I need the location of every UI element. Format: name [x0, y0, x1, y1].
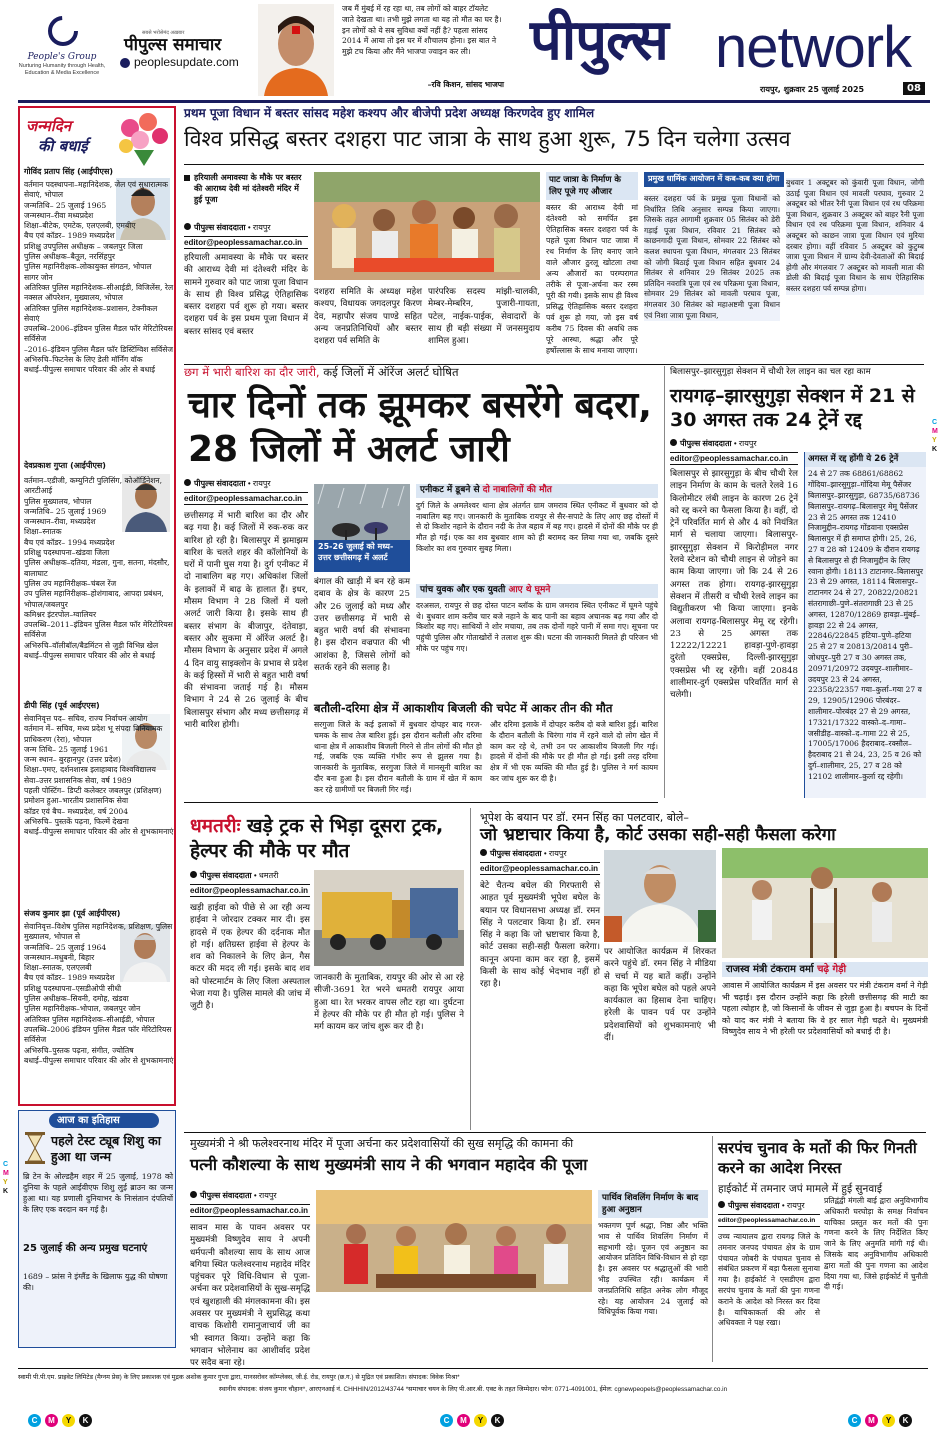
title-english: network	[715, 15, 912, 80]
rain-kicker-black: कई जिलों में ऑरेंज अलर्ट घोषित	[319, 365, 459, 379]
birthday-person-4-details: सेवानिवृत्त–विशेष पुलिस महानिदेशक, प्रशिक्षण, पुलिस मुख्यालय, भोपाल से जन्मतिथि– 25 जुलाई 1964 जन्मस्थान–मधुबनी, बिहार शिक्षा–स्नातक, एलएलबी बैच एवं कॉडर– 1989 मध्यप्रदेश प्रशिक्षु पदस्थापना–एसडीओपी सीधी पुलिस अधीक्षक–सिवनी, दमोह, खंडवा पुलिस महानिरीक्षक–भोपाल, जबलपुर जोन अतिरिक्त पुलिस महानिदेशक–सीआईडी, भोपाल उपलब्धि–2006 इंडियन पुलिस मैडल फॉर मेरिटोरियस सर्विसेज अभिरुचि–पुस्तक पढ़ना, संगीत, ज्योतिष बधाई–पीपुल्स समाचार परिवार की ओर से शुभकामनाएं	[24, 922, 174, 1065]
byline-city: धमतरी	[258, 871, 279, 880]
pen-icon	[184, 223, 191, 230]
cm-byline: पीपुल्स संवाददाता • रायपुर	[190, 1190, 310, 1201]
peoples-group-logo	[46, 14, 80, 48]
dateline: रायपुर, शुक्रवार 25 जुलाई 2025	[760, 85, 865, 94]
footer-line2: स्थानीय संपादक: संजय कुमार चौहान*, आरएनआई नं. CHHHIN/2012/43744 *समाचार चयन के लिए पी.आर.बी. एक्ट के तहत जिम्मेदार। फोन: 0771-4091001, ईमेल: cgnewpeopels@peoplessamachar.co.in	[218, 1386, 728, 1393]
rain-bottom-rule	[184, 802, 658, 803]
pen-icon	[190, 1191, 197, 1198]
byline-name: पीपुल्स संवाददाता	[490, 849, 542, 858]
cmyk-side-c: C	[3, 1161, 9, 1168]
dussehra-dates-col2: बुधवार 1 अक्टूबर को कुंवारी पूजा विधान, जोगी उठाई पूजा विधान एवं मावली परघाव, गुरुवार 2 अक्टूबर को भीतर रैनी पूजा विधान एवं रथ परिक्रमा पूजा विधान, शुक्रवार 3 अक्टूबर को बाहर रैनी पूजा विधान एवं रथ परिक्रमा पूजा विधान, शनिवार 4 अक्टूबर को काछन जात्रा पूजा विधान एवं मुरिया दरबार होगा। वहीं रविवार 5 अक्टूबर को कुटुम्ब जात्रा पूजा विधान में ग्राम्य देवी-देवताओं की बिदाई होगी और मंगलवार 7 अक्टूबर को मावली माता की डोली की बिदाई पूजा विधान के साथ ऐतिहासिक बस्तर दशहरा पर्व सम्पन्न होगा।	[786, 178, 924, 293]
cmyk-side-y: Y	[3, 1179, 8, 1186]
rain-kicker-red: छग में भारी बारिश का दौर जारी,	[184, 365, 320, 379]
raman-singh-photo	[604, 850, 716, 942]
hourglass-icon	[23, 1131, 47, 1165]
masthead	[0, 0, 945, 103]
train-box-title: अगस्त में रद्द होंगी ये 26 ट्रेनें	[805, 452, 926, 467]
dussehra-dates-title: प्रमुख धार्मिक आयोजन में कब-कब क्या होगा	[644, 172, 784, 187]
paper-small-name: पीपुल्स समाचार	[124, 35, 222, 55]
dussehra-caption-col2: पारंपरिक सदस्य मांझी-चालकी, मेम्बर-मेम्बरिन, पुजारी-गायता, पटेल, नाईक-पाईक, सेवादारों के साथ ही बड़ी संख्या में जनसमुदाय शामिल हुआ।	[428, 287, 540, 347]
birthday-heading	[24, 110, 172, 168]
cmyk-dot-c: C	[28, 1414, 41, 1427]
pen-icon	[480, 849, 487, 856]
rain-sub2-title-a: पांच युवक और एक युवती	[420, 585, 509, 595]
col-divider-train	[664, 366, 665, 798]
cm-side-title: पार्थिव शिवलिंग निर्माण के बाद हुआ अनुष्ठान	[598, 1190, 708, 1218]
masthead-rule	[18, 100, 930, 103]
dhamtari-truck-photo	[314, 870, 464, 966]
itihas-box	[18, 1110, 176, 1348]
cmyk-dot-y: Y	[62, 1414, 75, 1427]
quote-author-photo	[258, 4, 334, 96]
rain-kicker	[184, 366, 664, 379]
birthday-column	[18, 106, 176, 1106]
cm-body: सावन मास के पावन अवसर पर मुख्यमंत्री विष्णुदेव साय ने अपनी धर्मपत्नी कौशल्या साय के साथ आज बगिया स्थित फलेश्वरनाथ महादेव मंदिर पहुंचकर पूरे विधि-विधान से पूजा-अर्चना कर प्रदेशवासियों के सुख-समृद्धि एवं खुशहाली की मंगलकामना की। इस अवसर पर मुख्यमंत्री ने सुप्रसिद्ध कथा वाचक किशोरी रामानुजाचार्य जी का भी स्वागत किया। उन्होंने कहा कि भगवान भोलेनाथ का आशीर्वाद प्रदेश पर सदैव बना रहे।	[190, 1223, 310, 1369]
dussehra-side-title: पाट जात्रा के निर्माण के लिए पूजे गए औजार	[546, 172, 638, 200]
rain-sub1-body: दुर्ग जिले के अमलेश्वर थाना क्षेत्र अंतर्गत ग्राम जमराव स्थित एनीकट में बुधवार को दो नाबालिग बह गए। जानकारी के मुताबिक रायपुर से सैर-सपाटे के लिए आए छह दोस्तों में से दो किशोर नहाने के दौरान नदी के तेज बहाव में बह गए। हादसे में दोनों की मौके पर ही मौत हो गई। एक का शव बुधवार शाम को ही बरामद कर लिया गया था, जबकि दूसरे किशोर का शव गुरुवार सुबह मिला।	[416, 500, 658, 554]
mid-bottom-rule	[184, 1132, 926, 1133]
birthday-heading-line1: जन्मदिन	[26, 117, 72, 135]
dussehra-headline: विश्व प्रसिद्ध बस्तर दशहरा पाट जात्रा के साथ हुआ शुरू, 75 दिन चलेगा उत्सव	[184, 127, 791, 152]
cm-puja-photo	[316, 1190, 592, 1292]
bullet-icon	[184, 175, 190, 181]
tankram-caption-a: राजस्व मंत्री टंकराम वर्मा	[726, 964, 818, 975]
website[interactable]: peoplesupdate.com	[134, 55, 239, 69]
sarpanch-headline: सरपंच चुनाव के मतों की फिर गिनती करने का आदेश निरस्त	[718, 1139, 917, 1177]
cm-body2	[316, 1296, 592, 1362]
cmyk-side-y: Y	[932, 437, 937, 444]
rain-sub1-title-b: दो नाबालिगों की मौत	[482, 485, 552, 495]
dussehra-kicker: प्रथम पूजा विधान में बस्तर सांसद महेश कश्यप और बीजेपी प्रदेश अध्यक्ष किरणदेव हुए शामिल	[184, 106, 595, 120]
cmyk-marks-left-side	[3, 1160, 13, 1196]
pen-icon	[670, 439, 677, 446]
tankram-photo	[722, 848, 928, 958]
rain-sub3-body: सरगुजा जिले के कई इलाकों में बुधवार दोपहर बाद गरज-चमक के साथ तेज बारिश हुई। इस दौरान बतौली और दरिमा थाना क्षेत्र में आकाशीय बिजली गिरने से तीन लोगों की मौत हो गई, जबकि एक व्यक्ति गंभीर रूप से झुलस गया है। जानकारी के मुताबिक, सरगुजा जिले में मानसूनी बारिश का दौर बना हुआ है। इस दौरान बतौली के ग्राम में खेत में काम कर रहे ग्रामीणों पर बिजली गिर गई।	[314, 720, 482, 794]
cmyk-dot-m: M	[865, 1414, 878, 1427]
globe-icon	[120, 58, 130, 68]
cmyk-dot-k: K	[491, 1414, 504, 1427]
tankram-caption	[722, 962, 928, 977]
byline-city: रायपुर	[738, 439, 757, 448]
rain-email[interactable]: editor@peoplessamachar.co.in	[184, 492, 308, 505]
footer-line1: स्वामी पी.पी.एम. प्राइवेट लिमिटेड (मैग्नम प्रेस) के लिए प्रकाशक एवं मुद्रक अशोक कुमार गुप्ता द्वारा, मानसरोवर कॉम्प्लेक्स, जी.ई. रोड, रायपुर (छ.ग.) से मुद्रित एवं प्रकाशित। संपादक: विवेक मिश्रा*	[18, 1374, 460, 1381]
flower-bouquet-icon	[114, 110, 172, 168]
cmyk-side-k: K	[3, 1188, 9, 1195]
birthday-person-1-details: वर्तमान पदस्थापना–महानिदेशक, जेल एवं सुधारात्मक सेवाएं, भोपाल जन्मतिथि– 25 जुलाई 1965 जन्मस्थान–रीवा मध्यप्रदेश शिक्षा–बीटेक, एमटेक, एलएलबी, एमबीए बैच एवं कॉडर– 1989 मध्यप्रदेश प्रशिक्षु उपपुलिस अधीक्षक – जबलपुर जिला पुलिस अधीक्षक–बैतूल, नरसिंहपुर पुलिस महानिरीक्षक–लोकायुक्त संगठन, भोपाल सागर जोन अतिरिक्त पुलिस महानिदेशक–सीआईडी, विजिलेंस, रेल नक्सल ऑपरेशन, मुख्यालय, भोपाल अतिरिक्त पुलिस महानिदेशक–प्रशासन, टेक्नीकल सेवाएं उपलब्धि–2006–इंडियन पुलिस मैडल फॉर मेरिटोरियस सर्विसेज –2016–इंडियन पुलिस मैडल फॉर डिस्टिंग्विश सर्विसेज अभिरुचि–फिटनेस के लिए डेली मॉर्निंग वॉक बधाई–पीपुल्स समाचार परिवार की ओर से बधाई	[24, 180, 174, 375]
rain-sub3-body2: और दरिमा इलाके में दोपहर करीब दो बजे बारिश हुई। बारिश के दौरान बतौली के चिरंगा गांव में रहने वाले दो लोग खेत में काम कर रहे थे, तभी उन पर आकाशीय बिजली गिर गई। हादसे में दोनों की मौके पर ही मौत हो गई। इसी तरह दरिमा क्षेत्र में भी एक व्यक्ति की मौत हुई है। पुलिस ने मर्ग कायम कर जांच शुरू कर दी है।	[490, 720, 658, 783]
byline-city: रायपुर	[258, 1191, 277, 1200]
itihas-event: 1689 – फ्रांस ने इंग्लैंड के खिलाफ युद्ध की घोषणा की।	[23, 1272, 168, 1292]
quote-author: –रवि किशन, सांसद भाजपा	[427, 80, 504, 89]
dhamtari-headline-text: खड़े ट्रक से भिड़ा दूसरा ट्रक, हेल्पर की मौके पर मौत	[190, 815, 444, 862]
train-headline: रायगढ़–झारसुगुड़ा सेक्शन में 21 से 30 अगस्त तक 24 ट्रेनें रद्द	[670, 385, 915, 431]
itihas-subhead: 25 जुलाई की अन्य प्रमुख घटनाएं	[23, 1243, 148, 1254]
page-number: 08	[903, 82, 925, 95]
pen-icon	[184, 479, 191, 486]
rain-sub1	[416, 484, 658, 584]
train-byline: पीपुल्स संवाददाता • रायपुर	[670, 438, 798, 449]
group-logo-caption: People's Group	[27, 52, 97, 62]
pen-icon	[190, 871, 197, 878]
col-divider-sarpanch	[712, 1136, 713, 1362]
birthday-person-3-name: डीपी सिंह (पूर्व आईएएस)	[24, 701, 100, 710]
rain-sub2-title-b: आए थे घूमने	[508, 585, 551, 595]
birthday-person-2-name: देवप्रकाश गुप्ता (आईपीएस)	[24, 461, 106, 470]
dussehra-email[interactable]: editor@peoplessamachar.co.in	[184, 236, 308, 249]
title-hindi: पीपुल्स	[530, 8, 668, 73]
dussehra-photo-puja	[314, 172, 540, 280]
cmyk-side-k: K	[932, 446, 938, 453]
dussehra-byline: पीपुल्स संवाददाता • रायपुर	[184, 222, 308, 233]
itihas-body: ब्रि टेन के ओल्डहैम शहर में 25 जुलाई, 1978 को दुनिया के पहले आईवीएफ शिशु लुई ब्राउन का जन्म हुआ था। यह प्रणाली दुनियाभर के निःसंतान दंपतियों के लिए एक वरदान बन गई है।	[23, 1172, 173, 1214]
train-email[interactable]: editor@peoplessamachar.co.in	[670, 452, 798, 465]
cm-side-box	[598, 1190, 708, 1362]
cmyk-marks-bottom-left	[28, 1414, 92, 1427]
cmyk-marks-right-side	[932, 418, 942, 454]
byline-city: रायपुर	[548, 849, 567, 858]
rain-sub2-title	[416, 584, 658, 598]
byline-city: रायपुर	[252, 479, 271, 488]
train-kicker: बिलासपुर–झारसुगुड़ा सेक्शन में चौथी रेल लाइन का चल रहा काम	[670, 367, 871, 377]
bhupesh-body: बेटे चैतन्य बघेल की गिरफ्तारी से आहत पूर्व मुख्यमंत्री भूपेश बघेल के बयान पर विधानसभा अध्यक्ष डॉ. रमन सिंह ने पलटवार किया है। डॉ. रमन सिंह ने कहा कि जो भ्रष्टाचार किया है, कोर्ट उसका सही-सही फैसला करेगा। कानून अपना काम कर रहा है, इसमें किसी के साथ कोई भेदभाव नहीं हो रहा है।	[480, 881, 600, 990]
group-tagline: Nurturing Humanity through Health, Education & Media Excellence	[18, 63, 106, 76]
cmyk-side-m: M	[932, 428, 938, 435]
footer-rule	[18, 1368, 928, 1369]
cm-kicker: मुख्यमंत्री ने श्री फलेश्वरनाथ मंदिर में पूजा अर्चना कर प्रदेशवासियों की सुख समृद्धि की कामना की	[190, 1137, 574, 1150]
paper-small-tag: सबसे भरोसेमंद अख़बार	[142, 30, 185, 36]
dussehra-highlight	[184, 172, 308, 216]
sarpanch-body2: प्रतिद्वंद्वी मंगली बाई द्वारा अनुविभागीय अधिकारी घरघोड़ा के समक्ष निर्वाचन याचिका प्रस्तुत कर मतों की पुनः गणना करने के लिए निर्देशित किए जाने के लिए अनुमति मांगी गई थी। जिसके बाद अनुविभागीय अधिकारी द्वारा मतों की पुनः गणना का आदेश दिया गया था, जिसे हाईकोर्ट में चुनौती दी गई।	[824, 1196, 928, 1292]
byline-name: पीपुल्स संवाददाता	[728, 1201, 780, 1210]
cm-headline: पत्नी कौशल्या के साथ मुख्यमंत्री साय ने की भगवान महादेव की पूजा	[190, 1155, 588, 1174]
cmyk-dot-m: M	[45, 1414, 58, 1427]
dussehra-dates-box	[644, 172, 924, 362]
dussehra-rule	[184, 164, 924, 165]
cmyk-dot-k: K	[79, 1414, 92, 1427]
cmyk-side-c: C	[932, 419, 938, 426]
dussehra-side-body: बस्तर की आराध्य देवी मां दंतेश्वरी को समर्पित इस ऐतिहासिक बस्तर दशहरा पर्व के पहले पूजा विधान पाट जात्रा में रथ निर्माण के लिए बनाए जाने वाले औजार ठुरलू खोटला तथा अन्य औजारों का परम्परागत तरीके से पूजा-अर्चना कर रस्म पूरी की गयी। इसके साथ ही विश्व प्रसिद्ध ऐतिहासिक बस्तर दशहरा पर्व शुरू हो गया, जो इस वर्ष करीब 75 दिवस की अवधि तक पूरे आस्था, श्रद्धा और पूरे हर्षोल्लास के साथ मनाया जाएगा।	[546, 203, 638, 355]
bhupesh-email[interactable]: editor@peoplessamachar.co.in	[480, 864, 599, 873]
cmyk-dot-y: Y	[474, 1414, 487, 1427]
train-body: बिलासपुर से झारसुगुड़ा के बीच चौथी रेल लाइन निर्माण के काम के चलते रेलवे 16 किलोमीटर लंबी लाइन के कारण 26 ट्रेनें को रद्द करने का फैसला किया है। वहीं, दो ट्रेनें परिवर्तित मार्ग से और 4 को नियंत्रित मार्ग से चलाया जाएगा। बिलासपुर-झारसुगुड़ा सेक्शन में किरोड़ीमल नगर रेलवे स्टेशन को चौथी लाइन से जोड़ने का काम किया जाएगा। जो कि 24 से 26 अगस्त तक होगा। रायगढ़-झारसुगुड़ा सेक्शन में तीसरी व चौथी रेलवे लाइन का विद्युतीकरण भी किया जाएगा। इनके अलावा रायगढ़-बिलासपुर मेमू रद्द रहेगी। 23 से 25 अगस्त तक 12222/12221 हावड़ा-पुणे-हावड़ा दुरंतो एक्सप्रेस, दिल्ली-झारसुगुड़ा एक्सप्रेस भी रद्द रहेंगी। वहीं 20848 शालीमार-दुर्ग एक्सप्रेस परिवर्तित मार्ग से चलेगी।	[670, 469, 798, 701]
byline-city: रायपुर	[786, 1201, 805, 1210]
cm-email[interactable]: editor@peoplessamachar.co.in	[190, 1206, 309, 1215]
dussehra-side-box	[546, 172, 638, 362]
byline-name: पीपुल्स संवाददाता	[680, 439, 732, 448]
byline-name: पीपुल्स संवाददाता	[194, 479, 246, 488]
rain-headline: चार दिनों तक झूमकर बसरेंगे बदरा, 28 जिलों में अलर्ट जारी	[188, 385, 652, 470]
cmyk-dot-y: Y	[882, 1414, 895, 1427]
tankram-body: आवास में आयोजित कार्यक्रम में इस अवसर पर मंत्री टंकराम वर्मा ने गेड़ी भी चढ़ाई। इस दौरान उन्होंने कहा कि हरेली छत्तीसगढ़ की माटी का पहला त्योहार है, जो किसानों के जीवन से जुड़ा हुआ है। बचपन के दिनों को याद कर मंत्री ने बताया कि वे हर साल गेड़ी चढ़ते थे। मुख्यमंत्री विष्णुदेव साय ने भी हरेली पर प्रदेशवासियों को बधाई दी है।	[722, 981, 928, 1037]
rain-sub2	[416, 584, 658, 694]
itihas-label: आज का इतिहास	[49, 1113, 159, 1128]
sarpanch-email[interactable]: editor@peoplessamachar.co.in	[718, 1214, 820, 1227]
bhupesh-kicker: भूपेश के बयान पर डॉ. रमन सिंह का पलटवार, बोले–	[480, 811, 689, 824]
rain-photo-caption: 25-26 जुलाई को मध्य-उत्तर छत्तीसगढ़ में अलर्ट	[314, 540, 410, 572]
cm-side-body: भक्तगण पूर्ण श्रद्धा, निष्ठा और भक्ति भाव से पार्थिव शिवलिंग निर्माण में सहभागी रहे। पूजन एवं अनुष्ठान का आयोजन प्रतिदिन विधि-विधान से हो रहा है। इस अवसर पर श्रद्धालुओं की भारी भीड़ उपस्थित रही। कार्यक्रम में जनप्रतिनिधि सहित अनेक लोग मौजूद रहे। यह आयोजन 24 जुलाई को विधिपूर्वक किया गया।	[598, 1221, 708, 1317]
dhamtari-headline	[190, 814, 470, 864]
birthday-person-4-name: संजय कुमार झा (पूर्व आईपीएस)	[24, 909, 121, 918]
rain-byline: पीपुल्स संवाददाता • रायपुर	[184, 478, 308, 489]
sarpanch-subhead: हाईकोर्ट में तमनार जपं मामले में हुई सुनवाई	[718, 1183, 883, 1195]
dussehra-caption-col1: दशहरा समिति के अध्यक्ष महेश कश्यप, विधायक जगदलपुर किरण देव, महापौर संजय पाण्डे सहित अन्य जनप्रतिनिधियों और बस्तर दशहरा पर्व समिति के	[314, 287, 422, 347]
quote-text: जब मैं मुंबई में रह रहा था, तब लोगों को बाहर टॉयलेट जाते देखता था। तभी मुझे लगता था यह तो मौत का घर है। इन लोगों को ये सब सुविधा क्यों नहीं है? पहला सांसद 2014 में आया तो इस घर में शौचालय होना। इस बात ने मुझे टच किया और मैंने भाजपा ज्वाइन कर ली।	[342, 4, 502, 57]
train-box-body: 24 से 27 तक 68861/68862 गोंदिया–झारसुगुड़ा–गोंदिया मेमू पैसेंजर बिलासपुर–झारसुगुड़ा, 68735/68736 बिलासपुर–रायगढ़–बिलासपुर मेमू पैसेंजर 23 से 25 अगस्त तक 12410 निजामुद्दीन–रायगढ़ गोंडवाना एक्सप्रेस बिलासपुर में ही समाप्त होगी। 25, 26, 27 व 28 को 12409 के दौरान रायगढ़ से बिलासपुर से ही निजामुद्दीन के लिए रवाना होगी। 18113 टाटानगर–बिलासपुर 23 से 29 अगस्त, 18114 बिलासपुर–टाटानगर 24 से 27, 20822/20821 संतरागाछी–पुणे–संतरागाछी 23 से 25 अगस्त, 12870/12869 हावड़ा–मुंबई–हावड़ा 22 से 24 अगस्त, 22846/22845 हटिया–पुणे–हटिया 25 से 27 व 20813/20814 पुरी–जोधपुर–पुरी 27 व 30 अगस्त तक, 20971/20972 उदयपुर–शालीमार–उदयपुर 23 से 24 अगस्त, 22358/22357 गया–कुर्ला–गया 27 व 29, 12905/12906 पोरबंदर–शालीमार–पोरबंदर 27 से 29 अगस्त, 17321/17322 वास्को–द–गामा–जसीडीह–वास्को–द–गामा 22 से 25, 17005/17006 हैदराबाद–रक्सौल–हैदराबाद 21 से 24, 23, 25 व 26 को दुर्ग–शालीमार, 25, 27 व 28 को 12102 शालीमार–कुर्ला रद्द रहेगी।	[808, 469, 923, 781]
birthday-person-1-name: गोविंद प्रताप सिंह (आईपीएस)	[24, 167, 114, 176]
cmyk-side-m: M	[3, 1170, 9, 1177]
cmyk-dot-m: M	[457, 1414, 470, 1427]
itihas-headline: पहले टेस्ट ट्यूब शिशु का हुआ था जन्म	[51, 1133, 161, 1164]
sarpanch-body: उच्च न्यायालय द्वारा रायगढ़ जिले के तमनार जनपद पंचायत क्षेत्र के ग्राम पंचायत जोबरी के पंचायत चुनाव से संबंधित प्रकरण में बड़ा फैसला सुनाया गया है। हाईकोर्ट ने एसडीएम द्वारा सरपंच चुनाव के मतों की पुनः गणना कराने के आदेश को निरस्त कर दिया है। याचिकाकर्ता की ओर से अधिवक्ता ने पक्ष रखा।	[718, 1232, 820, 1328]
byline-name: पीपुल्स संवाददाता	[200, 1191, 252, 1200]
rain-sub1-title	[416, 484, 658, 498]
byline-name: पीपुल्स संवाददाता	[194, 223, 246, 232]
cmyk-marks-bottom-center	[440, 1414, 504, 1427]
byline-city: रायपुर	[252, 223, 271, 232]
bhupesh-headline: जो भ्रष्टाचार किया है, कोर्ट उसका सही-सही फैसला करेगा	[480, 825, 836, 845]
birthday-person-2-details: वर्तमान–एडीजी, कम्युनिटी पुलिसिंग, कोऑर्डिनेशन, आरटीआई पुलिस मुख्यालय, भोपाल जन्मतिथि– 25 जुलाई 1969 जन्मस्थान–रीवा, मध्यप्रदेश शिक्षा–स्नातक बैच एवं कॉडर– 1994 मध्यप्रदेश प्रशिक्षु पदस्थापना–खंडवा जिला पुलिस अधीक्षक–दतिया, मंडला, गुना, सतना, मंदसौर, बालाघाट पुलिस उप महानिरीक्षक–चंबल रेंज उप पुलिस महानिरीक्षक–होशंगाबाद, आपदा प्रबंधन, भोपाल/जबलपुर कमिश्नर इंटरपोल–ग्वालियर उपलब्धि–2011–इंडियन पुलिस मैडल फॉर मेरिटोरियस सर्विसेज अभिरुचि–वॉलीबॉल/बैडमिंटन से जुड़ी विभिन्न खेल बधाई–पीपुल्स समाचार परिवार की ओर से बधाई	[24, 476, 173, 661]
rain-sub1-title-a: एनीकट में डूबने से	[420, 485, 483, 495]
dhamtari-byline: पीपुल्स संवाददाता • धमतरी	[190, 870, 310, 881]
byline-name: पीपुल्स संवाददाता	[200, 871, 252, 880]
rain-body: छत्तीसगढ़ में भारी बारिश का दौर और बढ़ गया है। कई जिलों में रुक-रुक कर बारिश हो रही है। बिलासपुर में झमाझम बारिश के चलते शहर की कॉलोनियों के घरों में पानी घुस गया है। दुर्ग एनीकट में दो नाबालिग बह गए। अधिकांश जिलों के इलाकों में बाढ़ के हालात हैं। इधर, मौसम विभाग ने 28 जिलों में यलो अलर्ट जारी किया है। इसके साथ ही बस्तर संभाग के बीजापुर, दंतेवाड़ा, बस्तर और सुकमा में ऑरेंज अलर्ट है। मौसम विभाग के अनुसार प्रदेश में अगले 4 दिन वायु साइक्लोन के प्रभाव से प्रदेश के कई हिस्सों में भारी से बहुत भारी वर्षा की संभावना जताई गई है। मौसम विभाग ने 24 से 26 जुलाई के बीच बिलासपुर संभाग और मध्य छत्तीसगढ़ में भारी बारिश होगी।	[184, 511, 308, 731]
cmyk-dot-k: K	[899, 1414, 912, 1427]
train-box	[804, 452, 926, 798]
dussehra-highlight-text: हरियाली अमावस्या के मौके पर बस्तर की आराध्य देवी मां दंतेश्वरी मंदिर में हुई पूजा	[194, 173, 302, 204]
cmyk-dot-c: C	[440, 1414, 453, 1427]
dhamtari-email[interactable]: editor@peoplessamachar.co.in	[190, 886, 309, 895]
birthday-heading-line2: की बधाई	[38, 137, 88, 155]
cmyk-dot-c: C	[848, 1414, 861, 1427]
dussehra-body: हरियाली अमावस्या के मौके पर बस्तर की आराध्य देवी मां दंतेश्वरी मंदिर के सामने गुरुवार को पाट जात्रा पूजा विधान के साथ ही विश्व प्रसिद्ध ऐतिहासिक बस्तर दशहरा पर्व शुरू हो गया। बस्तर दशहरा पर्व के इस प्रथम पूजा विधान में बस्तर सांसद एवं बस्तर	[184, 253, 308, 337]
pen-icon	[718, 1201, 725, 1208]
dussehra-dates-col1: बस्तर दशहरा पर्व के प्रमुख पूजा विधानों को निर्धारित तिथि अनुसार सम्पन्न किया जाएगा। जिसके तहत आगामी शुक्रवार 05 सितंबर को डेरी गड़ाई पूजा विधान, रविवार 21 सितंबर को काछनगादी पूजा विधान, सोमवार 22 सितंबर को कलश स्थापना पूजा विधान, मंगलवार 23 सितंबर को जोगी बिठाई पूजा विधान सहित बुधवार 24 सितंबर से शनिवार 29 सितंबर 2025 तक प्रतिदिन नवरात्रि पूजा एवं रथ परिक्रमा पूजा विधान, सोमवार 29 सितंबर को मावली परघाव पूजा, मंगलवार 30 सितंबर को महाअष्टमी पूजा विधान एवं निशा जात्रा पूजा विधान,	[644, 194, 780, 320]
dhamtari-body: खड़ी हाईवा को पीछे से आ रही अन्य हाईवा ने जोरदार टक्कर मार दी। इस हादसे में एक हेल्पर की दर्दनाक मौत हो गई। क्षतिग्रस्त हाईवा से हेल्पर के शव को निकालने के लिए क्रेन, गैस कटर की मदद ली गई। इसके बाद शव को पोस्टमार्टम के लिए जिला अस्पताल भेजा गया है। पुलिस मामले की जांच में जुटी है।	[190, 903, 310, 1012]
birthday-person-3-details: सेवानिवृत्त पद– सचिव, राज्य निर्वाचन आयोग वर्तमान में– सचिव, मध्य प्रदेश भू संपदा विनियामक प्राधिकरण (रेरा), भोपाल जन्म तिथि– 25 जुलाई 1961 जन्म स्थान– बुरहानपुर (उत्तर प्रदेश) शिक्षा–एमए, दर्शनशास्त्र इलाहाबाद विश्वविद्यालय सेवा–उत्तर प्रशासनिक सेवा, वर्ष 1989 पहली पोस्टिंग– डिप्टी कलेक्टर जबलपुर (प्रशिक्षण) प्रमोशन हुआ–भारतीय प्रशासनिक सेवा कॉडर एवं बैच– मध्यप्रदेश, वर्ष 2004 अभिरुचि– पुस्तकें पढ़ना, फिल्में देखना बधाई–पीपुल्स समाचार परिवार की ओर से शुभकामनाएं	[24, 714, 174, 837]
col-divider-bhupesh	[470, 808, 471, 1130]
cmyk-marks-bottom-right	[848, 1414, 912, 1427]
sarpanch-byline: पीपुल्स संवाददाता • रायपुर	[718, 1200, 820, 1211]
bhupesh-byline: पीपुल्स संवाददाता • रायपुर	[480, 848, 600, 859]
dhamtari-body2: जानकारी के मुताबिक, रायपुर की ओर से आ रहे सीजी-3691 रेत भरने धमतरी रायपुर आया हुआ था। रेत भरकर वापस लौट रहा था। दुर्घटना में हेल्पर की मौके पर ही मौत हो गई। पुलिस ने मर्ग कायम कर जांच शुरू कर दी है।	[314, 973, 464, 1033]
rain-sub2-body: दरअसल, रायपुर से छह दोस्त पाटन ब्लॉक के ग्राम जमराव स्थित एनीकट में घूमने पहुंचे थे। बुधवार शाम करीब चार बजे नहाने के बाद पानी का बहाव अचानक बढ़ गया और दो किशोर बह गए। साथियों ने शोर मचाया, तब तक दोनों गहरे पानी में समा गए। सूचना पर पहुंची पुलिस और गोताखोरों ने तलाश शुरू की। घटना की जानकारी मिलते ही परिजन भी मौके पर पहुंच गए।	[416, 600, 658, 654]
tankram-caption-b: चढ़े गेड़ी	[817, 964, 847, 975]
bhupesh-body2: पर आयोजित कार्यक्रम में शिरकत करने पहुंचे डॉ. रमन सिंह ने मीडिया से चर्चा में यह बातें कहीं। उन्होंने कहा कि भूपेश बघेल को पहले अपने कार्यकाल का हिसाब देना चाहिए। हरेली के पावन पर्व पर उन्होंने प्रदेशवासियों को शुभकामनाएं भी दीं।	[604, 947, 716, 1044]
rain-sub3-title: बतौली-दरिमा क्षेत्र में आकाशीय बिजली की चपेट में आकर तीन की मौत	[314, 701, 613, 715]
rain-body2: बंगाल की खाड़ी में बन रहे कम दबाव के क्षेत्र के कारण 25 और 26 जुलाई को मध्य और उत्तर छत्तीसगढ़ में भारी से बहुत भारी वर्षा की संभावना है। इस दौरान वज्रपात की भी आशंका है, जिससे लोगों को सतर्क रहने की सलाह है।	[314, 577, 410, 674]
dhamtari-place: धमतरीः	[190, 815, 241, 837]
